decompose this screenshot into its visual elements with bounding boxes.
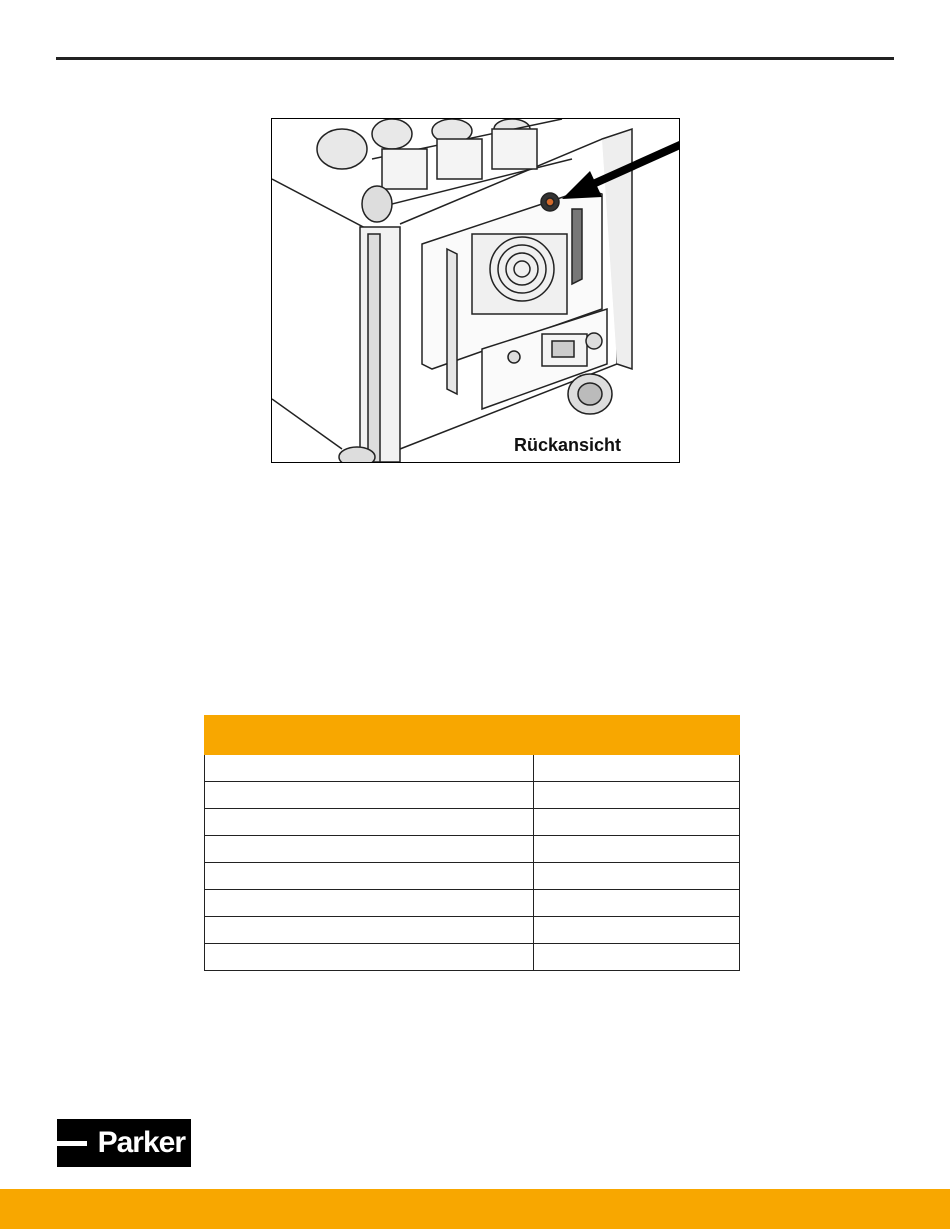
table-header-row — [205, 716, 740, 755]
parker-logo — [57, 1119, 191, 1167]
table-row — [205, 890, 740, 917]
table-cell — [534, 836, 740, 863]
table-row — [205, 836, 740, 863]
logo-dash — [57, 1141, 87, 1146]
table-row — [205, 863, 740, 890]
table-cell — [534, 890, 740, 917]
rear-view-figure — [271, 118, 680, 463]
table-cell — [205, 809, 534, 836]
header-rule — [56, 57, 894, 60]
spec-table — [204, 715, 740, 971]
table-header-cell — [205, 716, 534, 755]
machine-drawing — [272, 119, 679, 462]
table-cell — [205, 890, 534, 917]
table-cell — [534, 863, 740, 890]
table-cell — [205, 836, 534, 863]
table-cell — [534, 944, 740, 971]
table-row — [205, 809, 740, 836]
table-cell — [205, 917, 534, 944]
logo-text: Parker — [97, 1126, 185, 1159]
table-cell — [205, 944, 534, 971]
figure-caption: Rückansicht — [513, 435, 621, 455]
table-cell — [534, 917, 740, 944]
table-cell — [205, 863, 534, 890]
table-cell — [534, 782, 740, 809]
table-row — [205, 917, 740, 944]
table-row — [205, 755, 740, 782]
table-cell — [534, 809, 740, 836]
table-header-cell — [534, 716, 740, 755]
table-cell — [205, 755, 534, 782]
table-cell — [534, 755, 740, 782]
table-cell — [205, 782, 534, 809]
footer-bar — [0, 1189, 950, 1229]
table-row — [205, 944, 740, 971]
table-row — [205, 782, 740, 809]
